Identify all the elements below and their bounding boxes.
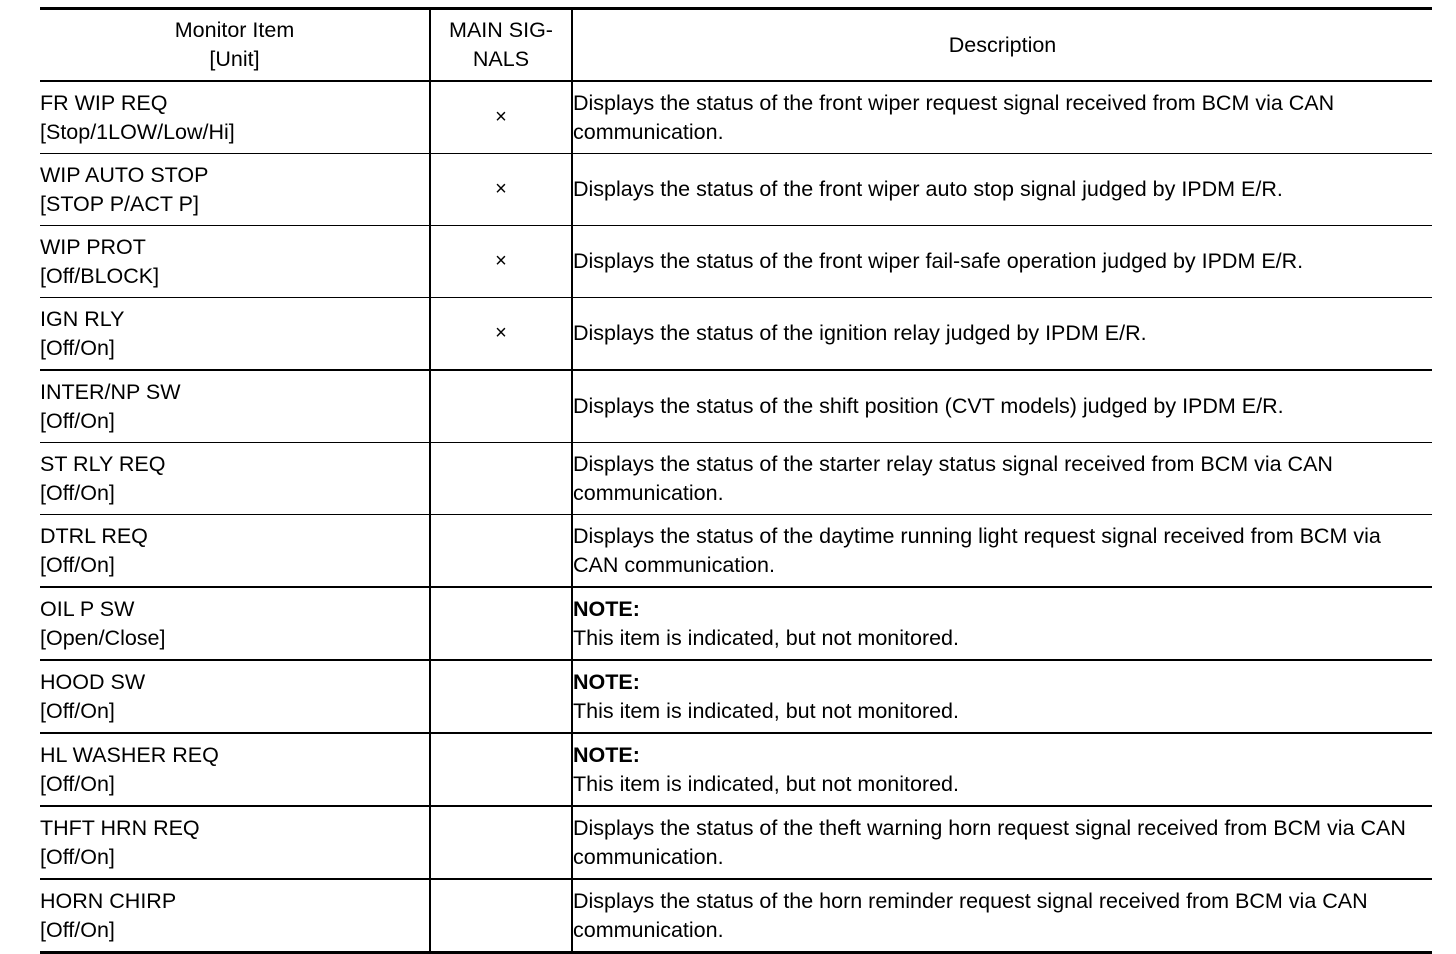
monitor-item-unit: [Off/On] <box>40 698 115 723</box>
description-text: Displays the status of the theft warning horn request signal received from BCM via CAN communication. <box>573 815 1406 869</box>
main-signal-mark: × <box>495 322 507 344</box>
monitor-item-unit: [Off/On] <box>40 844 115 869</box>
header-main-signals-line2: NALS <box>472 47 530 71</box>
monitor-item-name: WIP PROT <box>40 234 146 259</box>
main-signal-cell <box>430 226 572 298</box>
monitor-item-unit: [Off/On] <box>40 917 115 942</box>
description-text: Displays the status of the daytime running light request signal received from BCM via CAN communication. <box>573 523 1381 577</box>
monitor-item-cell <box>40 806 430 879</box>
main-signal-mark: × <box>495 106 507 128</box>
monitor-item-cell <box>40 587 430 660</box>
description-cell <box>572 660 1432 733</box>
description-cell <box>572 806 1432 879</box>
description-cell <box>572 443 1432 515</box>
header-monitor-item-label: Monitor Item <box>174 18 295 42</box>
monitor-item-name: FR WIP REQ <box>40 90 168 115</box>
monitor-item-cell <box>40 879 430 953</box>
header-description-label: Description <box>948 32 1057 57</box>
monitor-item-name: DTRL REQ <box>40 523 148 548</box>
monitor-item-name: ST RLY REQ <box>40 451 166 476</box>
description-text: Displays the status of the starter relay status signal received from BCM via CAN communication. <box>573 451 1333 505</box>
header-unit-label: [Unit] <box>209 47 260 71</box>
main-signal-cell <box>430 154 572 226</box>
table-row <box>40 370 1432 443</box>
monitor-item-name: IGN RLY <box>40 306 125 331</box>
description-text: This item is indicated, but not monitored. <box>573 698 959 723</box>
table-row <box>40 443 1432 515</box>
table-row <box>40 587 1432 660</box>
monitor-item-name: HL WASHER REQ <box>40 742 219 767</box>
monitor-item-name: HOOD SW <box>40 669 146 694</box>
monitor-item-cell <box>40 81 430 154</box>
description-cell <box>572 879 1432 953</box>
monitor-item-unit: [Open/Close] <box>40 625 166 650</box>
monitor-item-unit: [Off/On] <box>40 480 115 505</box>
description-cell <box>572 587 1432 660</box>
table-header-row <box>40 9 1432 82</box>
description-text: Displays the status of the front wiper request signal received from BCM via CAN communication. <box>573 90 1335 144</box>
monitor-item-unit: [Off/On] <box>40 335 115 360</box>
main-signal-cell <box>430 806 572 879</box>
monitor-item-cell <box>40 515 430 588</box>
description-text: This item is indicated, but not monitored. <box>573 625 959 650</box>
monitor-item-unit: [Stop/1LOW/Low/Hi] <box>40 119 235 144</box>
description-text: This item is indicated, but not monitored. <box>573 771 959 796</box>
description-cell <box>572 154 1432 226</box>
main-signal-cell <box>430 660 572 733</box>
header-main-signals <box>430 9 572 82</box>
description-cell <box>572 370 1432 443</box>
description-cell <box>572 515 1432 588</box>
description-cell <box>572 733 1432 806</box>
main-signal-cell <box>430 298 572 371</box>
description-text: Displays the status of the shift position (CVT models) judged by IPDM E/R. <box>573 394 1284 418</box>
table-row <box>40 298 1432 371</box>
table-row <box>40 515 1432 588</box>
description-text: Displays the status of the front wiper fail-safe operation judged by IPDM E/R. <box>573 249 1304 273</box>
main-signal-cell <box>430 443 572 515</box>
monitor-item-unit: [Off/On] <box>40 552 115 577</box>
description-cell <box>572 298 1432 371</box>
main-signal-cell <box>430 370 572 443</box>
monitor-item-cell <box>40 226 430 298</box>
table-row <box>40 226 1432 298</box>
monitor-item-unit: [Off/On] <box>40 408 115 433</box>
monitor-item-name: INTER/NP SW <box>40 379 181 404</box>
monitor-item-name: OIL P SW <box>40 596 135 621</box>
note-label: NOTE: <box>573 669 640 694</box>
table-row <box>40 81 1432 154</box>
description-cell <box>572 81 1432 154</box>
description-text: Displays the status of the front wiper auto stop signal judged by IPDM E/R. <box>573 177 1283 201</box>
main-signal-cell <box>430 879 572 953</box>
table-row <box>40 154 1432 226</box>
main-signal-cell <box>430 733 572 806</box>
header-description <box>572 9 1432 82</box>
table-row <box>40 879 1432 953</box>
monitor-item-cell <box>40 443 430 515</box>
table-row <box>40 806 1432 879</box>
monitor-item-unit: [STOP P/ACT P] <box>40 191 199 216</box>
note-label: NOTE: <box>573 742 640 767</box>
monitor-item-cell <box>40 733 430 806</box>
table-row <box>40 733 1432 806</box>
main-signal-cell <box>430 587 572 660</box>
table-row <box>40 660 1432 733</box>
monitor-item-cell <box>40 298 430 371</box>
monitor-item-cell <box>40 370 430 443</box>
main-signal-cell <box>430 515 572 588</box>
monitor-item-cell <box>40 660 430 733</box>
monitor-item-name: WIP AUTO STOP <box>40 162 209 187</box>
monitor-item-name: THFT HRN REQ <box>40 815 200 840</box>
description-cell <box>572 226 1432 298</box>
monitor-item-table <box>40 7 1432 954</box>
header-monitor-item <box>40 9 430 82</box>
monitor-item-name: HORN CHIRP <box>40 888 177 913</box>
monitor-item-cell <box>40 154 430 226</box>
header-main-signals-line1: MAIN SIG- <box>449 18 553 42</box>
main-signal-mark: × <box>495 178 507 200</box>
main-signal-mark: × <box>495 250 507 272</box>
description-text: Displays the status of the ignition relay judged by IPDM E/R. <box>573 321 1147 345</box>
description-text: Displays the status of the horn reminder request signal received from BCM via CAN communication. <box>573 888 1368 942</box>
monitor-item-unit: [Off/On] <box>40 771 115 796</box>
monitor-item-unit: [Off/BLOCK] <box>40 263 160 288</box>
main-signal-cell <box>430 81 572 154</box>
note-label: NOTE: <box>573 596 640 621</box>
